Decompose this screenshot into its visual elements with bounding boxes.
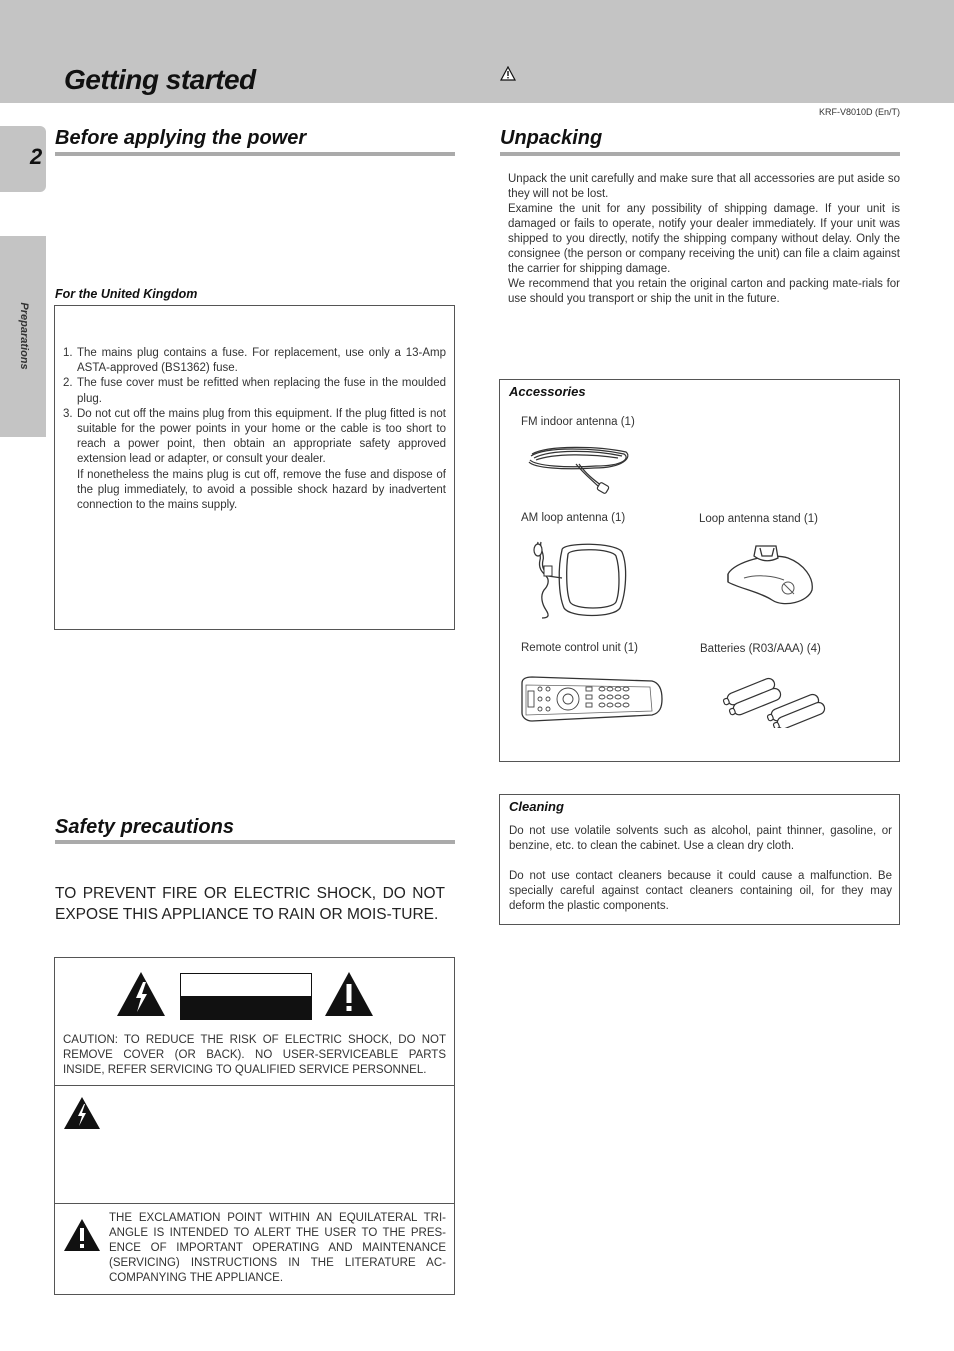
before-power-title: Before applying the power bbox=[55, 127, 307, 149]
loop-stand-label: Loop antenna stand (1) bbox=[699, 513, 818, 525]
loop-stand-image bbox=[724, 544, 816, 608]
cleaning-paragraph: Do not use volatile solvents such as alcohol, paint thinner, gasoline, or benzine, etc. to clean the cabinet. Use a clean dry cloth. bbox=[509, 825, 892, 852]
safety-title: Safety precautions bbox=[55, 816, 234, 838]
divider bbox=[55, 1085, 454, 1086]
accessories-box bbox=[499, 379, 900, 762]
unpacking-text bbox=[508, 172, 900, 307]
page-number: 2 bbox=[30, 144, 43, 169]
batteries-label: Batteries (R03/AAA) (4) bbox=[700, 643, 821, 655]
remote-control-image bbox=[520, 675, 664, 725]
lightning-triangle-icon bbox=[115, 970, 167, 1018]
divider bbox=[55, 1203, 454, 1204]
batteries-image bbox=[720, 676, 834, 728]
unpacking-title: Unpacking bbox=[500, 127, 603, 149]
cleaning-paragraph: Do not use contact cleaners because it could cause a malfunction. Be specially careful against contact cleaners containing oil, for they may deform the plastic components. bbox=[509, 870, 892, 912]
page-title: Getting started bbox=[64, 64, 256, 95]
am-antenna-image bbox=[528, 538, 634, 620]
uk-list bbox=[63, 346, 446, 513]
cleaning-heading: Cleaning bbox=[509, 799, 564, 814]
uk-box bbox=[54, 305, 455, 630]
list-item: 2. The fuse cover must be refitted when replacing the fuse in the moulded plug. bbox=[63, 377, 446, 405]
list-item: 1. The mains plug contains a fuse. For replacement, use only a 13-Amp ASTA-approved (BS1362) fuse. bbox=[63, 347, 446, 375]
accessories-heading: Accessories bbox=[509, 384, 586, 399]
section-label: Preparations bbox=[18, 302, 30, 370]
cleaning-text bbox=[509, 824, 892, 914]
exclamation-triangle-icon bbox=[63, 1218, 101, 1252]
fm-antenna-label: FM indoor antenna (1) bbox=[521, 416, 635, 428]
section-tab bbox=[0, 236, 46, 437]
caution-box bbox=[54, 957, 455, 1295]
list-item: 3. Do not cut off the mains plug from this equipment. If the plug fitted is not suitable for the power points in your home or the cable is too short to reach a power point, then obtain an appropriate safety approved extension lead or adapter, or consult your dealer. bbox=[63, 407, 446, 466]
model-code: KRF-V8010D (En/T) bbox=[818, 107, 900, 117]
list-item-continuation: If nonetheless the mains plug is cut off, remove the fuse and dispose of the plug immediately, to avoid a possible shock hazard by inadvertent connection to the mains supply. bbox=[77, 468, 446, 512]
page-number-tab bbox=[0, 126, 46, 192]
exclamation-triangle-icon bbox=[323, 970, 375, 1018]
unpacking-paragraph: Examine the unit for any possibility of shipping damage. If your unit is damaged or fails to operate, notify your dealer immediately. If your unit was shipped to you directly, notify the shipping company without delay. Only the consignee (the person or company receiving the unit) can file a claim against the carrier for shipping damage. bbox=[508, 203, 900, 275]
remote-label: Remote control unit (1) bbox=[521, 642, 638, 654]
uk-heading: For the United Kingdom bbox=[55, 287, 198, 301]
safety-warning: TO PREVENT FIRE OR ELECTRIC SHOCK, DO NOT EXPOSE THIS APPLIANCE TO RAIN OR MOIS-TURE. bbox=[55, 885, 445, 923]
caution-text: CAUTION: TO REDUCE THE RISK OF ELECTRIC SHOCK, DO NOT REMOVE COVER (OR BACK). NO USER-SERVICEABLE PARTS INSIDE, REFER SERVICING TO QUALIFIED SERVICE PERSONNEL. bbox=[63, 1034, 446, 1076]
warning-triangle-icon bbox=[500, 66, 516, 81]
am-antenna-label: AM loop antenna (1) bbox=[521, 512, 626, 524]
unpacking-paragraph: We recommend that you retain the original carton and packing mate-rials for use should you transport or ship the unit in the future. bbox=[508, 278, 900, 305]
unpacking-paragraph: Unpack the unit carefully and make sure that all accessories are put aside so they will not be lost. bbox=[508, 173, 900, 200]
section-rule bbox=[55, 152, 455, 156]
section-rule bbox=[500, 152, 900, 156]
fm-antenna-image bbox=[526, 442, 631, 500]
caution-label-panel bbox=[180, 973, 312, 1020]
section-rule bbox=[55, 840, 455, 844]
cleaning-box bbox=[499, 794, 900, 925]
lightning-triangle-icon bbox=[63, 1096, 101, 1130]
exclamation-explanation: THE EXCLAMATION POINT WITHIN AN EQUILATERAL TRI-ANGLE IS INTENDED TO ALERT THE USER TO THE PRES-ENCE OF IMPORTANT OPERATING AND MAINTENANCE (SERVICING) INSTRUCTIONS IN THE LITERATURE AC-COMPANYING THE APPLIANCE. bbox=[109, 1212, 446, 1284]
